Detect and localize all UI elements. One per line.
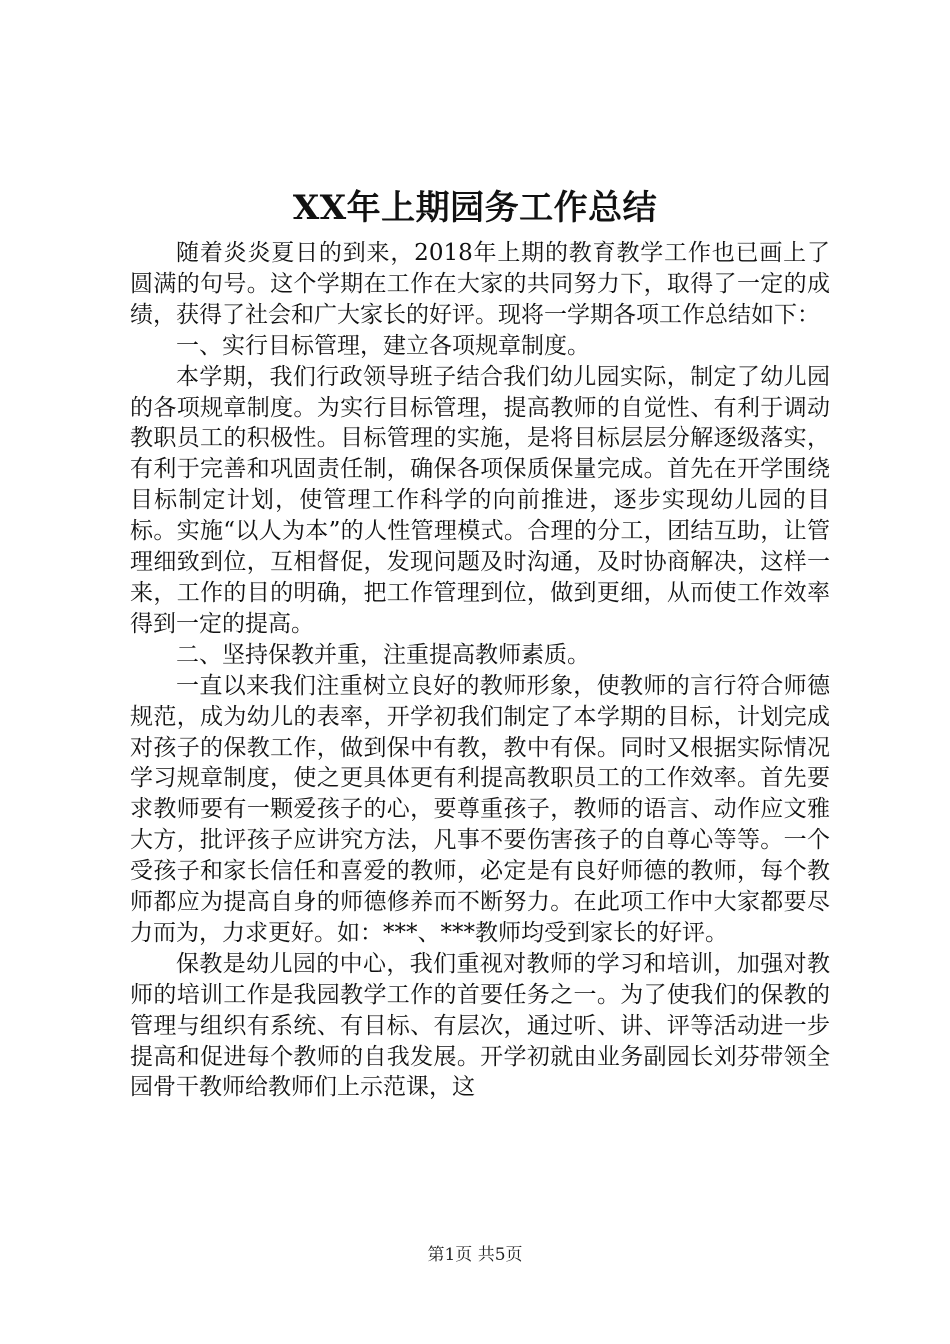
paragraph-section-2b: 保教是幼儿园的中心，我们重视对教师的学习和培训，加强对教师的培训工作是我园教学工作的首要任务之一。为了使我们的保教的管理与组织有系统、有目标、有层次，通过听、讲、评等活动进一步提高和促进每个教师的自我发展。开学初就由业务副园长刘芬带领全园骨干教师给教师们上示范课，这 [130, 950, 830, 1101]
paragraph-section-1: 本学期，我们行政领导班子结合我们幼儿园实际，制定了幼儿园的各项规章制度。为实行目标管理，提高教师的自觉性、有利于调动教职员工的积极性。目标管理的实施，是将目标层层分解逐级落实，有利于完善和巩固责任制，确保各项保质保量完成。首先在开学围绕目标制定计划，使管理工作科学的向前推进，逐步实现幼儿园的目标。实施“以人为本”的人性管理模式。合理的分工，团结互助，让管理细致到位，互相督促，发现问题及时沟通，及时协商解决，这样一来，工作的目的明确，把工作管理到位，做到更细，从而使工作效率得到一定的提高。 [130, 363, 830, 637]
paragraph-intro: 随着炎炎夏日的到来，2018年上期的教育教学工作也已画上了圆满的句号。这个学期在工作在大家的共同努力下，取得了一定的成绩，获得了社会和广大家长的好评。现将一学期各项工作总结如下： [130, 240, 830, 328]
section-heading-1: 一、实行目标管理，建立各项规章制度。 [176, 332, 590, 359]
document-body [130, 238, 830, 1103]
section-heading-2: 二、坚持保教并重，注重提高教师素质。 [176, 641, 590, 668]
page-footer: 第1页 共5页 [427, 1245, 523, 1265]
paragraph-section-2a: 一直以来我们注重树立良好的教师形象，使教师的言行符合师德规范，成为幼儿的表率，开学初我们制定了本学期的目标，计划完成对孩子的保教工作，做到保中有教，教中有保。同时又根据实际情况学习规章制度，使之更具体更有利提高教职员工的工作效率。首先要求教师要有一颗爱孩子的心，要尊重孩子，教师的语言、动作应文雅大方，批评孩子应讲究方法，凡事不要伤害孩子的自尊心等等。一个受孩子和家长信任和喜爱的教师，必定是有良好师德的教师，每个教师都应为提高自身的师德修养而不断努力。在此项工作中大家都要尽力而为，力求更好。如：***、***教师均受到家长的好评。 [130, 672, 830, 946]
document-title: XX年上期园务工作总结 [292, 188, 658, 228]
